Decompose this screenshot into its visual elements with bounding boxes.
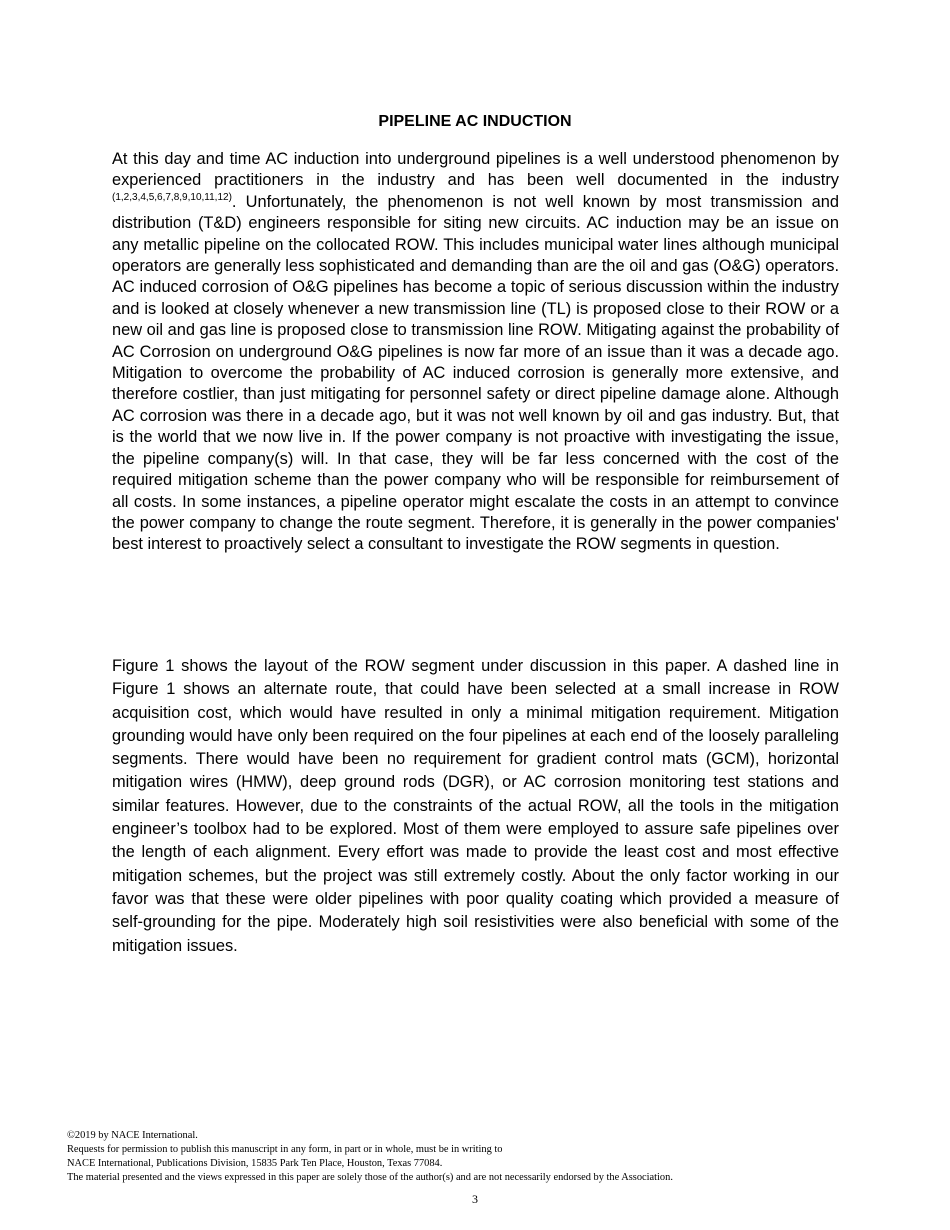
page-number: 3	[472, 1192, 478, 1206]
paragraph-text: At this day and time AC induction into underground pipelines is a well understood phenomenon by experienced practitioners in the industry and has been well documented in the industry	[112, 150, 839, 190]
disclaimer-line: The material presented and the views expressed in this paper are solely those of the author(s) and are not necessarily endorsed by the Association.	[67, 1172, 673, 1183]
copyright-footer	[67, 1129, 897, 1185]
permission-line: Requests for permission to publish this manuscript in any form, in part or in whole, must be in writing to	[67, 1144, 503, 1155]
section-title: PIPELINE AC INDUCTION	[378, 113, 572, 130]
paragraph-ac-induction	[112, 149, 839, 556]
citation-superscript: (1,2,3,4,5,6,7,8,9,10,11,12)	[112, 191, 232, 203]
paragraph-text-continued: . Unfortunately, the phenomenon is not well known by most transmission and distribution (T&D) engineers responsible for siting new circuits. AC induction may be an issue on any metallic pipeline on the collocated ROW. This includes municipal water lines although municipal operators are generally less sophisticated and demanding than are the oil and gas (O&G) operators. AC induced corrosion of O&G pipelines has become a topic of serious discussion within the industry and is looked at closely whenever a new transmission line (TL) is proposed close to their ROW or a new oil and gas line is proposed close to transmission line ROW. Mitigating against the probability of AC Corrosion on underground O&G pipelines is now far more of an issue than it was a decade ago. Mitigation to overcome the probability of AC induced corrosion is generally more extensive, and therefore costlier, than just mitigating for personnel safety or direct pipeline damage alone. Although AC corrosion was there in a decade ago, but it was not well known by oil and gas industry. But, that is the world that we now live in. If the power company is not proactive with investigating the issue, the pipeline company(s) will. In that case, they will be far less concerned with the cost of the required mitigation scheme than the power company who will be responsible for reimbursement of all costs. In some instances, a pipeline operator might escalate the costs in an attempt to convince the power company to change the route segment. Therefore, it is generally in the power companies' best interest to proactively select a consultant to investigate the ROW segments in question.	[112, 192, 839, 554]
paragraph-figure-1: Figure 1 shows the layout of the ROW segment under discussion in this paper. A dashed line in Figure 1 shows an alternate route, that could have been selected at a small increase in ROW acquisition cost, which would have resulted in only a minimal mitigation requirement. Mitigation grounding would have only been required on the four pipelines at each end of the loosely paralleling segments. There would have been no requirement for gradient control mats (GCM), horizontal mitigation wires (HMW), deep ground rods (DGR), or AC corrosion monitoring test stations and similar features. However, due to the constraints of the actual ROW, all the tools in the mitigation engineer’s toolbox had to be explored. Most of them were employed to assure safe pipelines over the length of each alignment. Every effort was made to provide the least cost and most effective mitigation schemes, but the project was still extremely costly. About the only factor working in our favor was that these were older pipelines with poor quality coating which provided a measure of self-grounding for the pipe. Moderately high soil resistivities were also beneficial with some of the mitigation issues.	[112, 657, 839, 955]
copyright-line: ©2019 by NACE International.	[67, 1130, 198, 1141]
address-line: NACE International, Publications Division, 15835 Park Ten Place, Houston, Texas 77084.	[67, 1158, 443, 1169]
